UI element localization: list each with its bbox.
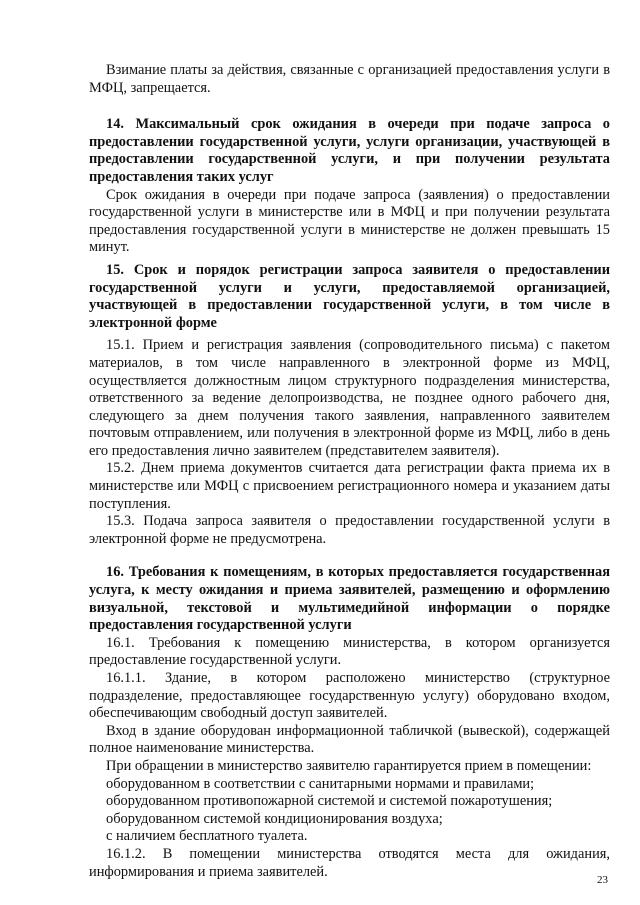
paragraph-16-1-2: 16.1.2. В помещении министерства отводятся места для ожидания, информирования и приема заявителей.: [89, 845, 610, 880]
paragraph-fee-prohibition: Взимание платы за действия, связанные с организацией предоставления услуги в МФЦ, запрещается.: [89, 62, 610, 96]
list-item-sanitary: оборудованном в соответствии с санитарными нормами и правилами;: [106, 775, 535, 792]
paragraph-15-1: 15.1. Прием и регистрация заявления (сопроводительного письма) с пакетом материалов, в том числе направленного в электронной форме из МФЦ, осуществляется должностным лицом структурного подразделения министерства, ответственного за ведение делопроизводства, не позднее одного рабочего дня, следующего за днем получения такого заявления, направленного заявителем почтовым отправлением, или получения в электронной форме из МФЦ, либо в день его предоставления лично заявителем (представителем заявителя).: [89, 337, 610, 459]
page-number: 23: [597, 874, 608, 886]
document-body: [89, 62, 610, 881]
section-16-heading: 16. Требования к помещениям, в которых предоставляется государственная услуга, к месту ожидания и приема заявителей, размещению и оформлению визуальной, текстовой и мультимедийной информации о порядке предоставления государственной услуги: [89, 564, 610, 634]
section-14-heading: 14. Максимальный срок ожидания в очереди при подаче запроса о предоставлении государственной услуги, услуги организации, участвующей в предоставлении государственной услуги, и при получении результата предоставления таких услуг: [89, 116, 610, 185]
paragraph-entrance-sign: Вход в здание оборудован информационной табличкой (вывеской), содержащей полное наименование министерства.: [89, 722, 610, 757]
list-item-air-conditioning: оборудованном системой кондиционирования воздуха;: [106, 810, 443, 827]
list-item-fire-system: оборудованном противопожарной системой и системой пожаротушения;: [106, 793, 553, 810]
paragraph-waiting-time: Срок ожидания в очереди при подаче запроса (заявления) о предоставлении государственной услуги в министерстве или в МФЦ и при получении результата предоставления государственной услуги в министерстве не должен превышать 15 минут.: [89, 186, 610, 256]
paragraph-15-3: 15.3. Подача запроса заявителя о предоставлении государственной услуги в электронной форме не предусмотрена.: [89, 513, 610, 547]
paragraph-16-1: 16.1. Требования к помещению министерства, в котором организуется предоставление государственной услуги.: [89, 634, 610, 669]
paragraph-15-2: 15.2. Днем приема документов считается дата регистрации факта приема их в министерстве или МФЦ с присвоением регистрационного номера и указанием даты поступления.: [89, 460, 610, 512]
section-15-heading: 15. Срок и порядок регистрации запроса заявителя о предоставлении государственной услуги и услуги, предоставляемой организацией, участвующей в предоставлении государственной услуги, в том числе в электронной форме: [89, 261, 610, 331]
list-item-toilet: с наличием бесплатного туалета.: [106, 828, 308, 845]
paragraph-16-1-1: 16.1.1. Здание, в котором расположено министерство (структурное подразделение, предоставляющее государственную услугу) оборудовано входом, обеспечивающим свободный доступ заявителей.: [89, 670, 610, 722]
paragraph-reception-guarantee: При обращении в министерство заявителю гарантируется прием в помещении:: [106, 757, 592, 774]
